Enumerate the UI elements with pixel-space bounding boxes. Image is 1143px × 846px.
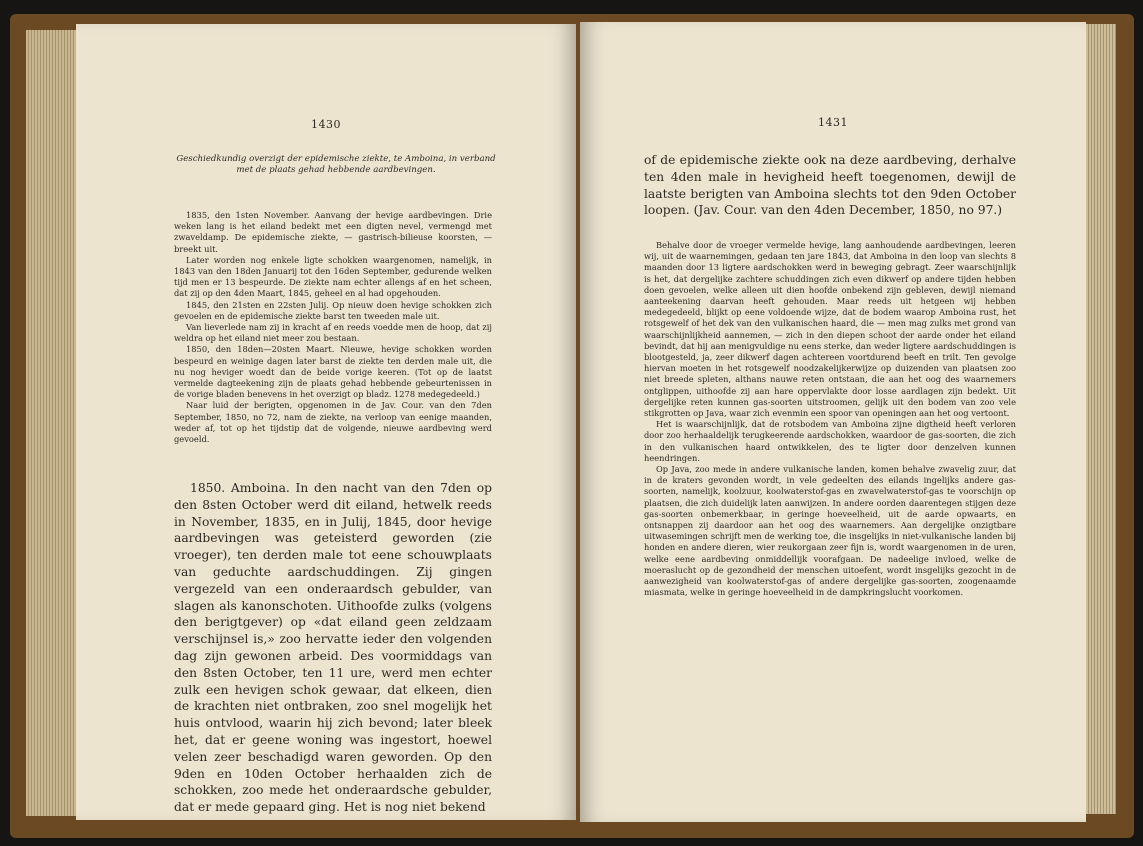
left-page bbox=[76, 24, 576, 820]
right-page bbox=[580, 22, 1086, 822]
paragraph: Het is waarschijnlijk, dat de rotsbodem van Amboina zijne digtheid heeft verloren door zoo herhaaldelijk terugkeerende aardschokken, waardoor de gas-soorten, die zich in den vulkanischen haard ontwikkelen, des te ligter door denzelven kunnen heendringen. bbox=[644, 419, 1016, 463]
paragraph: Op Java, zoo mede in andere vulkanische landen, komen behalve zwavelig zuur, dat in de kraters gevonden wordt, in vele gedeelten des eilands ingelijks andere gas-soorten, namelijk, koolzuur, koolwaterstof-gas en zwavelwaterstof-gas te voorschijn op plaatsen, die zich duidelijk laten aanwijzen. In andere oorden daarentegen stijgen deze gas-soorten onbemerkbaar, in geringe hoeveelheid, uit de aarde opwaarts, en ontsnappen zij daardoor aan het oog des waarnemers. Aan dergelijke onzigtbare uitwasemingen schrijft men de werking toe, die insgelijks in niet-vulkanische landen bij honden en andere dieren, wier reukorgaan zeer fijn is, wordt waargenomen in de uren, welke eene aardbeving onmiddellijk voorafgaan. De nadeelige invloed, welke de moeraslucht op de gezondheid der menschen uitoefent, wordt insgelijks gezocht in de aanwezigheid van koolwaterstof-gas of andere dergelijke gas-soorten, zoogenaamde miasmata, welke in geringe hoeveelheid in de dampkringslucht voorkomen. bbox=[644, 464, 1016, 598]
paragraph: Behalve door de vroeger vermelde hevige, lang aanhoudende aardbevingen, leeren wij, uit de waarnemingen, gedaan ten jare 1843, dat Amboina in den loop van slechts 8 maanden door 13 ligtere aardschokken werd in beweging gebragt. Zeer waarschijnlijk is het, dat dergelijke zachtere schuddingen zich even dikwerf op andere tijden hebben doen gevoelen, welke alleen uit dien hoofde onbekend zijn gebleven, dewijl niemand aanteekening daarvan heeft gehouden. Maar reeds uit hetgeen wij hebben medegedeeld, blijkt op eene voldoende wijze, dat de bodem waarop Amboina rust, het rotsgewelf of het dek van den vulkanischen haard, die — men mag zulks met grond van waarschijnlijkheid aannemen, — zich in den diepen schoot der aarde onder het eiland bevindt, dat hij aan menigvuldige nu eens sterke, dan weder ligtere aardschuddingen is blootgesteld, ja, zeer dikwerf dagen achtereen voortdurend beeft en trilt. Ten gevolge hiervan moeten in het rotsgewelf noodzakelijkerwijze op duizenden van plaatsen zoo niet breede spleten, althans nauwe reten ontstaan, die aan het oog des waarnemers ontglippen, uithoofde zij aan hare oppervlakte door losse aardlagen zijn bedekt. Uit dergelijke reten kunnen gas-soorten uitstroomen, gelijk uit den bodem van zoo vele stikgrotten op Java, waar zich evenmin een spoor van openingen aan het oog vertoont. bbox=[644, 240, 1016, 419]
main-text bbox=[174, 480, 492, 816]
page-edges-left bbox=[26, 30, 82, 816]
page-number: 1430 bbox=[311, 118, 341, 131]
page-edges-right bbox=[1086, 24, 1116, 814]
paragraph: 1850. Amboina. In den nacht van den 7den op den 8sten October werd dit eiland, hetwelk reeds in November, 1835, en in Julij, 1845, door hevige aardbevingen was geteisterd geworden (zie vroeger), ten derden male tot eene schouwplaats van geduchte aardschuddingen. Zij gingen vergezeld van een onderaardsch gebulder, van slagen als kanonschoten. Uithoofde zulks (volgens den berigtgever) op «dat eiland geen zeldzaam verschijnsel is,» zoo hervatte ieder den volgenden dag zijn gewonen arbeid. Des voormiddags van den 8sten October, ten 11 ure, werd men echter zulk een hevigen schok gewaar, dat elkeen, dien de krachten niet ontbraken, zoo snel mogelijk het huis ontvlood, waarin hij zich bevond; later bleek het, dat er geene woning was ingestort, hoewel velen zeer beschadigd waren geworden. Op den 9den en 10den October herhaalden zich de schokken, zoo mede het onderaardsche gebulder, dat er mede gepaard ging. Het is nog niet bekend bbox=[174, 481, 492, 815]
discussion-text bbox=[644, 240, 1016, 599]
paragraph: of de epidemische ziekte ook na deze aardbeving, derhalve ten 4den male in hevigheid heeft toegenomen, dewijl de laatste berigten van Amboina slechts tot den 9den October loopen. (Jav. Cour. van den 4den December, 1850, no 97.) bbox=[644, 153, 1016, 218]
paragraph: 1850, den 18den—20sten Maart. Nieuwe, hevige schokken worden bespeurd en weinige dagen later barst de ziekte ten derden male uit, die nu nog heviger woedt dan de beide vorige keeren. (Tot op de laatst vermelde dagteekening zijn de plaats gehad hebbende gebeurtenissen in de vorige bladen benevens in het overzigt op bladz. 1278 medegedeeld.) bbox=[174, 344, 492, 400]
chronology-text bbox=[174, 210, 492, 445]
paragraph: 1835, den 1sten November. Aanvang der hevige aardbevingen. Drie weken lang is het eiland bedekt met een digten nevel, vermengd met zwaveldamp. De epidemische ziekte, — gastrisch-bilieuse koorsten, — breekt uit. bbox=[174, 210, 492, 254]
paragraph: Later worden nog enkele ligte schokken waargenomen, namelijk, in 1843 van den 18den Januarij tot den 16den September, gedurende welken tijd men er 13 bespeurde. De ziekte nam echter allengs af en het scheen, dat zij op den 4den Maart, 1845, geheel en al had opgehouden. bbox=[174, 254, 492, 299]
page-number: 1431 bbox=[818, 116, 848, 129]
continuation-text bbox=[644, 152, 1016, 219]
paragraph: Van lieverlede nam zij in kracht af en reeds voedde men de hoop, dat zij weldra op het eiland niet meer zou bestaan. bbox=[174, 322, 492, 344]
paragraph: 1845, den 21sten en 22sten Julij. Op nieuw doen hevige schokken zich gevoelen en de epidemische ziekte barst ten tweeden male uit. bbox=[174, 299, 492, 321]
section-heading: Geschiedkundig overzigt der epidemische ziekte, te Amboina, in verband met de plaats gehad hebbende aardbevingen. bbox=[176, 154, 496, 175]
paragraph: Naar luid der berigten, opgenomen in de Jav. Cour. van den 7den September, 1850, no 72, nam de ziekte, na verloop van eenige maanden, weder af, tot op het tijdstip dat de volgende, nieuwe aardbeving werd gevoeld. bbox=[174, 400, 492, 445]
